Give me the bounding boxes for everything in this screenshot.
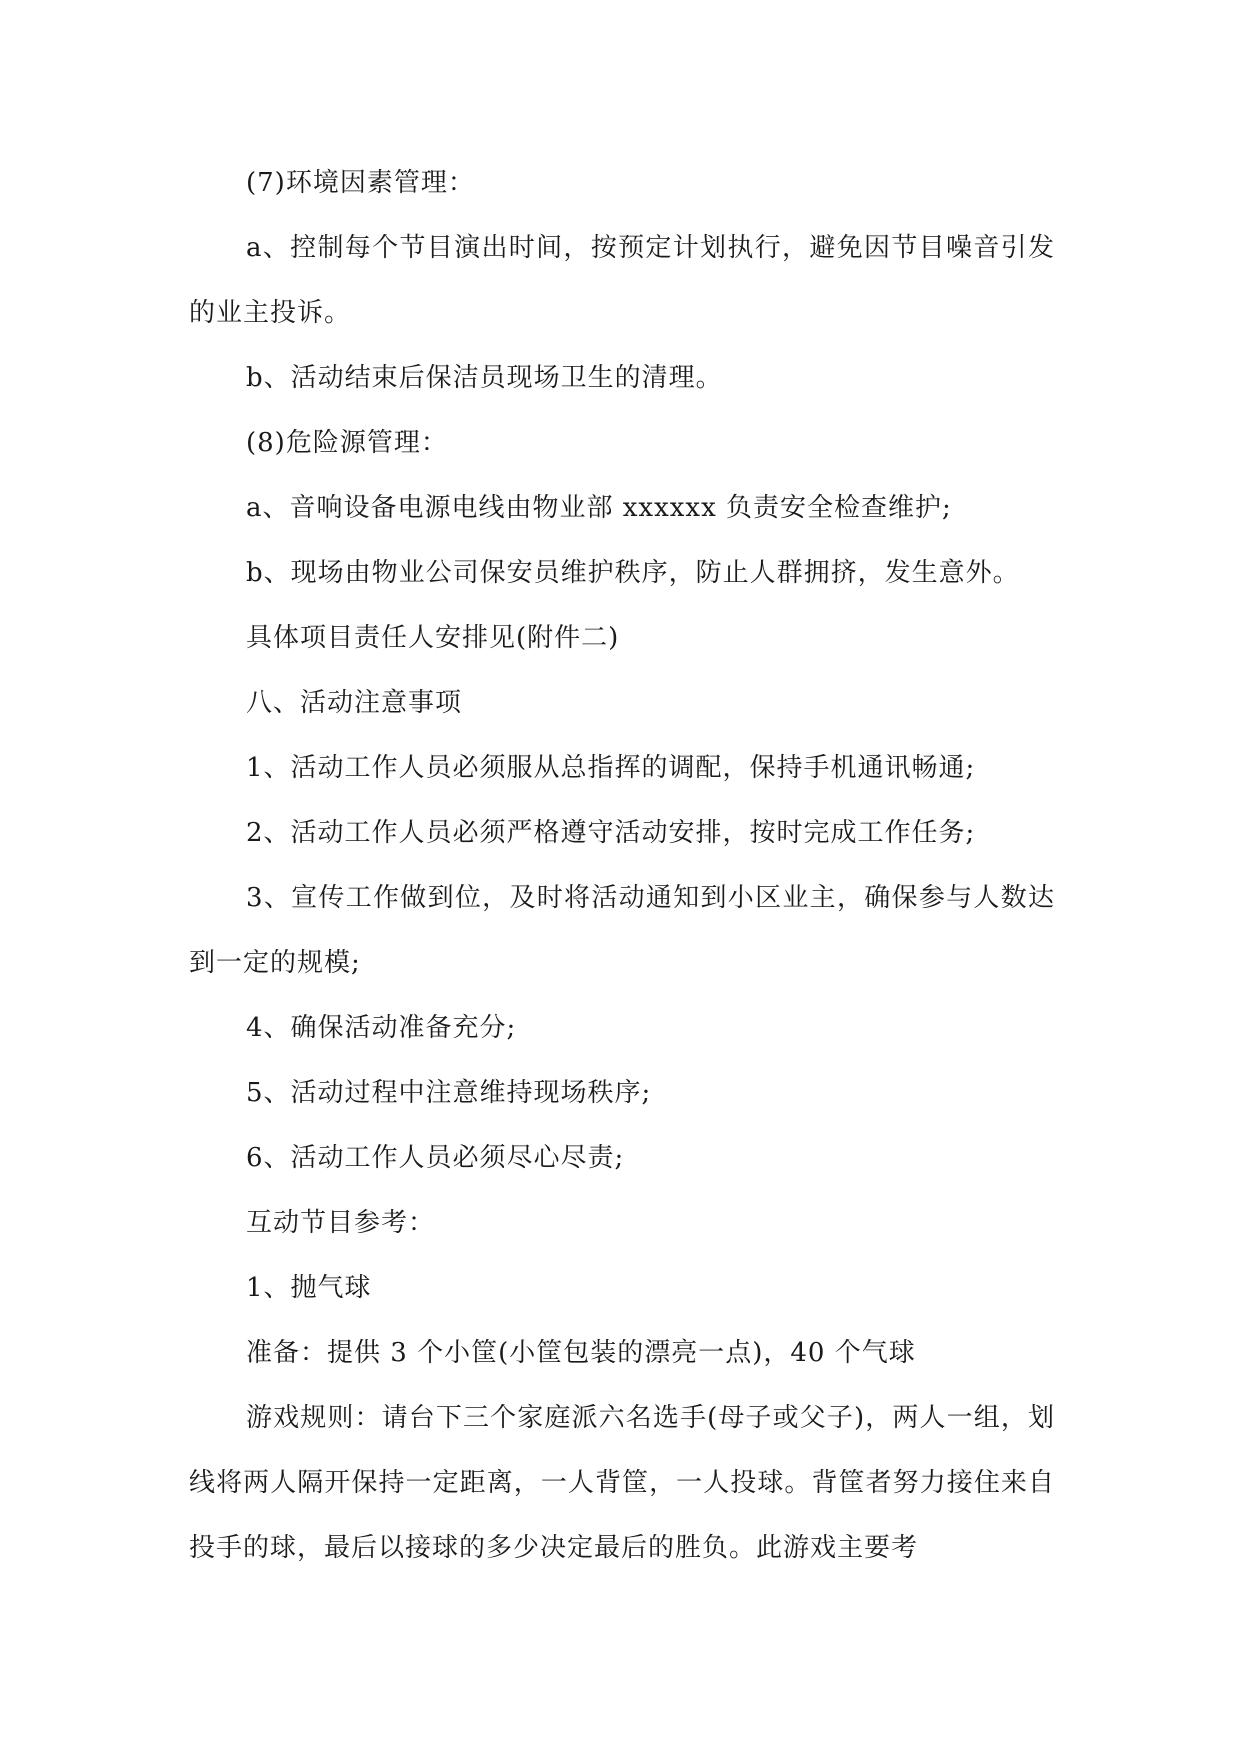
document-body — [189, 0, 1055, 1581]
paragraph-note-6: 6、活动工作人员必须尽心尽责; — [246, 1143, 625, 1173]
paragraph-note-2: 2、活动工作人员必须严格遵守活动安排，按时完成工作任务; — [246, 818, 976, 848]
paragraph-note-4: 4、确保活动准备充分; — [246, 1013, 517, 1043]
paragraph-game-title: 1、抛气球 — [246, 1273, 372, 1303]
paragraph-env-a: a、控制每个节目演出时间，按预定计划执行，避免因节目噪音引发的业主投诉。 — [189, 233, 1055, 328]
paragraph-hazard-a: a、音响设备电源电线由物业部 xxxxxx 负责安全检查维护; — [246, 493, 952, 523]
paragraph-interactive-heading: 互动节目参考： — [246, 1208, 436, 1238]
paragraph-hazard-heading: (8)危险源管理： — [246, 428, 448, 458]
paragraph-game-prep: 准备：提供 3 个小筐(小筐包装的漂亮一点)，40 个气球 — [246, 1338, 916, 1368]
paragraph-note-1: 1、活动工作人员必须服从总指挥的调配，保持手机通讯畅通; — [246, 753, 976, 783]
paragraph-hazard-b: b、现场由物业公司保安员维护秩序，防止人群拥挤，发生意外。 — [246, 558, 1020, 588]
paragraph-responsible: 具体项目责任人安排见(附件二) — [246, 623, 620, 653]
section-heading-notes: 八、活动注意事项 — [246, 688, 463, 718]
paragraph-note-5: 5、活动过程中注意维持现场秩序; — [246, 1078, 652, 1108]
paragraph-note-3: 3、宣传工作做到位，及时将活动通知到小区业主，确保参与人数达到一定的规模; — [189, 883, 1055, 978]
paragraph-game-rules: 游戏规则：请台下三个家庭派六名选手(母子或父子)，两人一组，划线将两人隔开保持一定距离，一人背筐，一人投球。背筐者努力接住来自投手的球，最后以接球的多少决定最后的胜负。此游戏主要考 — [189, 1403, 1055, 1563]
paragraph-env-b: b、活动结束后保洁员现场卫生的清理。 — [246, 363, 723, 393]
paragraph-env-heading: (7)环境因素管理： — [246, 168, 475, 198]
